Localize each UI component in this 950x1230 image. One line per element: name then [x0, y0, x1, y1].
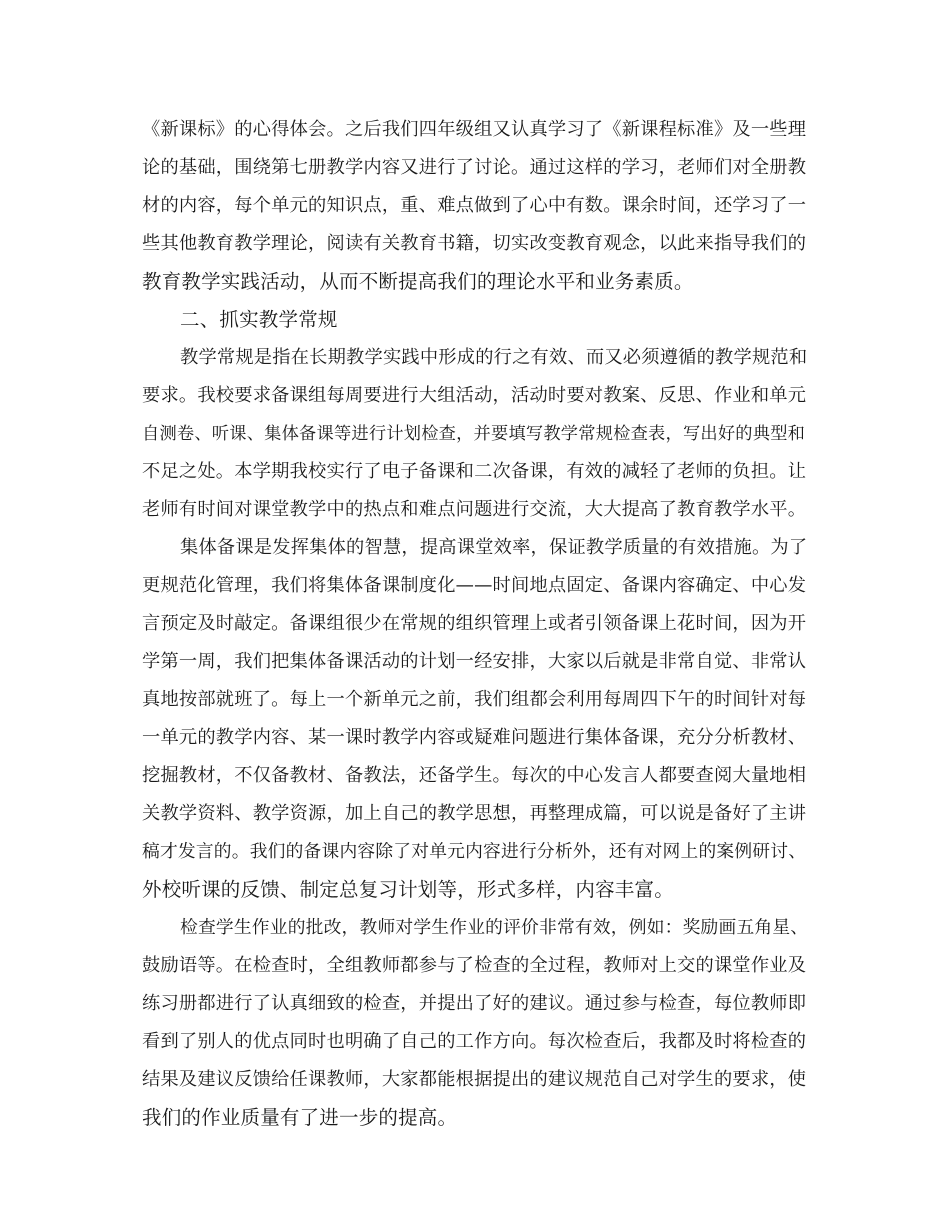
- section-heading: 二、抓实教学常规: [180, 308, 338, 331]
- text-line: 材的内容，每个单元的知识点，重、难点做到了心中有数。课余时间，还学习了一: [142, 195, 807, 216]
- text-line: 教学常规是指在长期教学实践中形成的行之有效、而又必须遵循的教学规范和: [180, 347, 808, 368]
- text-line: 我们的作业质量有了进一步的提高。: [142, 1106, 458, 1129]
- text-line: 真地按部就班了。每上一个新单元之前，我们组都会利用每周四下午的时间针对每: [142, 689, 807, 710]
- text-line: 论的基础，围绕第七册教学内容又进行了讨论。通过这样的学习，老师们对全册教: [142, 157, 807, 178]
- text-line: 《新课标》的心得体会。之后我们四年级组又认真学习了《新课程标准》及一些理: [142, 119, 807, 140]
- text-line: 自测卷、听课、集体备课等进行计划检查，并要填写教学常规检查表，写出好的典型和: [142, 424, 806, 444]
- text-line: 言预定及时敲定。备课组很少在常规的组织管理上或者引领备课上花时间，因为开: [142, 613, 807, 634]
- text-line: 不足之处。本学期我校实行了电子备课和二次备课，有效的减轻了老师的负担。让: [142, 461, 807, 482]
- text-line: 些其他教育教学理论，阅读有关教育书籍，切实改变教育观念，以此来指导我们的: [142, 233, 807, 254]
- text-line: 练习册都进行了认真细致的检查，并提出了好的建议。通过参与检查，每位教师即: [142, 993, 807, 1014]
- text-line: 看到了别人的优点同时也明确了自己的工作方向。每次检查后，我都及时将检查的: [142, 1031, 807, 1052]
- text-line: 学第一周，我们把集体备课活动的计划一经安排，大家以后就是非常自觉、非常认: [142, 651, 807, 672]
- text-line: 鼓励语等。在检查时，全组教师都参与了检查的全过程，教师对上交的课堂作业及: [142, 955, 807, 976]
- text-line: 关教学资料、教学资源，加上自己的教学思想，再整理成篇，可以说是备好了主讲: [142, 803, 807, 824]
- text-line: 稿才发言的。我们的备课内容除了对单元内容进行分析外，还有对网上的案例研讨、: [142, 842, 807, 862]
- text-line: 检查学生作业的批改，教师对学生作业的评价非常有效，例如：奖励画五角星、: [180, 918, 809, 938]
- text-line: 更规范化管理，我们将集体备课制度化——时间地点固定、备课内容确定、中心发: [142, 575, 807, 596]
- text-line: 挖掘教材，不仅备教材、备教法，还备学生。每次的中心发言人都要查阅大量地相: [142, 765, 807, 786]
- text-line: 教育教学实践活动，从而不断提高我们的理论水平和业务素质。: [142, 270, 694, 293]
- text-line: 外校听课的反馈、制定总复习计划等，形式多样，内容丰富。: [142, 878, 674, 901]
- text-line: 结果及建议反馈给任课教师，大家都能根据提出的建议规范自己对学生的要求，使: [142, 1069, 807, 1090]
- text-line: 老师有时间对课堂教学中的热点和难点问题进行交流，大大提高了教育教学水平。: [142, 499, 807, 520]
- text-line: 一单元的教学内容、某一课时教学内容或疑难问题进行集体备课，充分分析教材、: [142, 727, 807, 748]
- text-line: 要求。我校要求备课组每周要进行大组活动，活动时要对教案、反思、作业和单元: [142, 385, 807, 406]
- text-line: 集体备课是发挥集体的智慧，提高课堂效率，保证教学质量的有效措施。为了: [180, 537, 808, 558]
